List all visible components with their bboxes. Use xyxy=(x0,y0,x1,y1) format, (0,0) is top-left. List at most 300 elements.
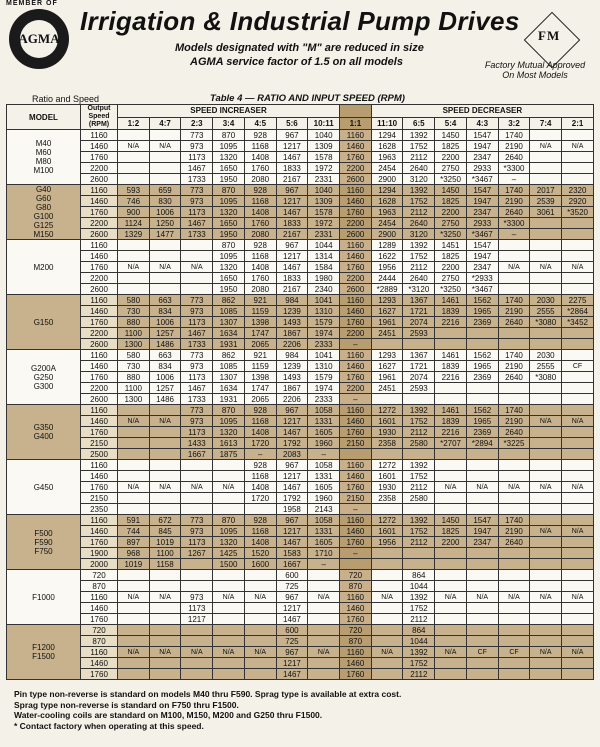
output-speed-cell: 2200 xyxy=(81,328,118,339)
input-speed-cell xyxy=(149,284,181,295)
input-speed-cell: 1320 xyxy=(213,537,245,548)
input-speed-cell: 2347 xyxy=(466,152,498,163)
input-speed-cell: 1044 xyxy=(403,636,435,647)
output-speed-cell: 1760 xyxy=(81,614,118,625)
input-speed-cell xyxy=(149,449,181,460)
input-speed-cell: 2454 xyxy=(371,163,403,174)
input-speed-cell xyxy=(118,614,150,625)
input-speed-cell: 830 xyxy=(149,196,181,207)
input-speed-cell: 1159 xyxy=(244,361,276,372)
input-speed-cell: CF xyxy=(466,647,498,658)
input-speed-cell: 880 xyxy=(118,317,150,328)
input-speed-cell: 1562 xyxy=(466,295,498,306)
table-row xyxy=(7,471,594,482)
input-speed-cell: 900 xyxy=(118,207,150,218)
input-speed-cell xyxy=(435,658,467,669)
input-speed-cell: 2112 xyxy=(403,427,435,438)
model-name: G80 xyxy=(35,203,52,212)
input-speed-cell xyxy=(118,460,150,471)
output-speed-cell: 2200 xyxy=(81,163,118,174)
input-speed-cell: 2074 xyxy=(403,372,435,383)
input-speed-cell xyxy=(562,515,594,526)
model-name: M200 xyxy=(33,262,54,272)
table-row xyxy=(7,383,594,394)
input-speed-cell: 1392 xyxy=(403,460,435,471)
input-speed-cell: 1433 xyxy=(181,438,213,449)
input-speed-cell: 2167 xyxy=(276,284,308,295)
input-speed-cell: 2065 xyxy=(244,394,276,405)
output-speed-cell: 1760 xyxy=(81,372,118,383)
input-speed-cell xyxy=(562,537,594,548)
input-speed-cell: 921 xyxy=(244,350,276,361)
table-row xyxy=(7,647,594,658)
input-speed-cell: 1006 xyxy=(149,372,181,383)
input-speed-cell: 1173 xyxy=(181,207,213,218)
input-speed-cell xyxy=(466,559,498,570)
table-row xyxy=(7,669,594,680)
input-speed-cell: 1547 xyxy=(466,185,498,196)
note-2: Sprag type non-reverse is standard on F750 thru F1500. xyxy=(14,699,239,710)
input-speed-cell xyxy=(340,559,372,570)
input-speed-cell: 1293 xyxy=(371,350,403,361)
input-speed-cell: 1461 xyxy=(435,295,467,306)
agma-mark: AGMA xyxy=(20,20,58,58)
input-speed-cell: 2331 xyxy=(308,229,340,240)
input-speed-cell xyxy=(244,504,276,515)
input-speed-cell: 1605 xyxy=(308,537,340,548)
input-speed-cell: *2894 xyxy=(466,438,498,449)
table-row xyxy=(7,306,594,317)
input-speed-cell: 1392 xyxy=(403,240,435,251)
output-speed-cell: 1160 xyxy=(81,130,118,141)
input-speed-cell: 1450 xyxy=(435,515,467,526)
input-speed-cell: 1450 xyxy=(435,185,467,196)
input-speed-cell: 1486 xyxy=(149,394,181,405)
input-speed-cell xyxy=(530,284,562,295)
input-speed-cell xyxy=(244,669,276,680)
input-speed-cell: 1217 xyxy=(276,251,308,262)
input-speed-cell: 1825 xyxy=(435,196,467,207)
input-speed-cell xyxy=(530,163,562,174)
input-speed-cell: *3467 xyxy=(466,229,498,240)
input-speed-cell: CF xyxy=(498,647,530,658)
input-speed-cell xyxy=(498,284,530,295)
input-speed-cell: 1627 xyxy=(371,306,403,317)
table-row xyxy=(7,163,594,174)
input-speed-cell xyxy=(149,251,181,262)
input-speed-cell: 1733 xyxy=(181,229,213,240)
input-speed-cell xyxy=(149,471,181,482)
input-speed-cell xyxy=(466,394,498,405)
table-row xyxy=(7,229,594,240)
input-speed-cell: 1477 xyxy=(149,229,181,240)
model-cell xyxy=(7,295,81,350)
input-speed-cell: 870 xyxy=(213,185,245,196)
input-speed-cell xyxy=(149,460,181,471)
input-speed-cell: 1974 xyxy=(308,328,340,339)
ratio-speed-table xyxy=(6,104,594,680)
input-speed-cell xyxy=(562,559,594,570)
input-speed-cell: 1467 xyxy=(181,163,213,174)
input-speed-cell: 663 xyxy=(149,350,181,361)
input-speed-cell xyxy=(530,229,562,240)
input-speed-cell: 1019 xyxy=(118,559,150,570)
model-name: F750 xyxy=(34,546,53,556)
input-speed-cell: 1085 xyxy=(213,361,245,372)
input-speed-cell: 864 xyxy=(403,625,435,636)
table-row xyxy=(7,658,594,669)
input-speed-cell: 967 xyxy=(276,240,308,251)
input-speed-cell: 1217 xyxy=(276,526,308,537)
input-speed-cell: 2750 xyxy=(435,218,467,229)
input-speed-cell: 1950 xyxy=(213,229,245,240)
input-speed-cell xyxy=(562,548,594,559)
input-speed-cell: 2074 xyxy=(403,317,435,328)
input-speed-cell: 2331 xyxy=(308,174,340,185)
input-speed-cell: 2640 xyxy=(403,163,435,174)
table-row xyxy=(7,218,594,229)
input-speed-cell xyxy=(530,240,562,251)
input-speed-cell: N/A xyxy=(466,592,498,603)
input-speed-cell: 1958 xyxy=(276,504,308,515)
input-speed-cell: 591 xyxy=(118,515,150,526)
input-speed-cell: 2600 xyxy=(340,174,372,185)
input-speed-cell: N/A xyxy=(498,482,530,493)
input-speed-cell xyxy=(498,581,530,592)
input-speed-cell: 1547 xyxy=(466,515,498,526)
input-speed-cell: N/A xyxy=(181,262,213,273)
input-speed-cell: 773 xyxy=(181,130,213,141)
input-speed-cell: 2112 xyxy=(403,262,435,273)
table-row xyxy=(7,372,594,383)
input-speed-cell: 2150 xyxy=(340,493,372,504)
input-speed-cell: 1168 xyxy=(244,141,276,152)
input-speed-cell: 1160 xyxy=(340,240,372,251)
input-speed-cell xyxy=(435,548,467,559)
input-speed-cell: 672 xyxy=(149,515,181,526)
input-speed-cell xyxy=(244,581,276,592)
input-speed-cell: N/A xyxy=(244,647,276,658)
input-speed-cell: 2640 xyxy=(498,152,530,163)
input-speed-cell xyxy=(149,163,181,174)
input-speed-cell: 928 xyxy=(244,515,276,526)
table-row xyxy=(7,438,594,449)
input-speed-cell: 1300 xyxy=(118,394,150,405)
input-speed-cell: 1267 xyxy=(181,548,213,559)
input-speed-cell xyxy=(530,251,562,262)
input-speed-cell: 973 xyxy=(181,141,213,152)
input-speed-cell: 973 xyxy=(181,306,213,317)
input-speed-cell: 2444 xyxy=(371,273,403,284)
output-speed-cell: 2000 xyxy=(81,559,118,570)
input-speed-cell: 1760 xyxy=(340,152,372,163)
input-speed-cell: 1667 xyxy=(181,449,213,460)
input-speed-cell xyxy=(530,427,562,438)
note-3: Water-cooling coils are standard on M100, M150, M200 and G250 thru F1500. xyxy=(14,710,323,720)
table-row xyxy=(7,350,594,361)
input-speed-cell: 1257 xyxy=(149,383,181,394)
input-speed-cell: 2275 xyxy=(562,295,594,306)
input-speed-cell xyxy=(118,174,150,185)
model-cell xyxy=(7,240,81,295)
input-speed-cell: 1272 xyxy=(371,460,403,471)
output-speed-cell: 1460 xyxy=(81,251,118,262)
input-speed-cell xyxy=(213,493,245,504)
output-speed-cell: 2150 xyxy=(81,438,118,449)
input-speed-cell: 880 xyxy=(118,372,150,383)
input-speed-cell xyxy=(530,383,562,394)
input-speed-cell: 1493 xyxy=(276,317,308,328)
input-speed-cell: 1931 xyxy=(213,394,245,405)
input-speed-cell: 1792 xyxy=(276,438,308,449)
input-speed-cell: 1825 xyxy=(435,251,467,262)
input-speed-cell: N/A xyxy=(118,647,150,658)
input-speed-cell: 1747 xyxy=(244,328,276,339)
input-speed-cell: 1752 xyxy=(403,141,435,152)
input-speed-cell: 1408 xyxy=(244,152,276,163)
input-speed-cell xyxy=(403,504,435,515)
input-speed-cell xyxy=(308,636,340,647)
input-speed-cell: 1833 xyxy=(276,273,308,284)
input-speed-cell xyxy=(118,581,150,592)
ratio-and-speed-label: Ratio and Speed xyxy=(32,94,100,104)
input-speed-cell: 973 xyxy=(181,361,213,372)
input-speed-cell xyxy=(562,394,594,405)
table-row xyxy=(7,504,594,515)
table-row xyxy=(7,207,594,218)
output-speed-cell: 2600 xyxy=(81,229,118,240)
input-speed-cell xyxy=(435,493,467,504)
input-speed-cell: 1168 xyxy=(244,526,276,537)
input-speed-cell: N/A xyxy=(466,482,498,493)
input-speed-cell: 967 xyxy=(276,405,308,416)
input-speed-cell xyxy=(530,515,562,526)
input-speed-cell: 720 xyxy=(340,570,372,581)
table-row xyxy=(7,317,594,328)
input-speed-cell: 1217 xyxy=(276,471,308,482)
output-speed-cell: 1460 xyxy=(81,471,118,482)
input-speed-cell: 1752 xyxy=(403,251,435,262)
input-speed-cell: 1947 xyxy=(466,141,498,152)
header-speed-decreaser: SPEED DECREASER xyxy=(371,105,593,118)
input-speed-cell: 1006 xyxy=(149,207,181,218)
input-speed-cell: 2112 xyxy=(403,207,435,218)
input-speed-cell xyxy=(530,438,562,449)
input-speed-cell xyxy=(118,130,150,141)
input-speed-cell xyxy=(149,273,181,284)
input-speed-cell: 2190 xyxy=(498,526,530,537)
input-speed-cell xyxy=(530,328,562,339)
input-speed-cell xyxy=(435,328,467,339)
output-speed-cell: 870 xyxy=(81,581,118,592)
input-speed-cell: 1839 xyxy=(435,306,467,317)
input-speed-cell: 1460 xyxy=(340,658,372,669)
input-speed-cell: 1460 xyxy=(340,196,372,207)
model-name: G450 xyxy=(33,482,54,492)
input-speed-cell: 744 xyxy=(118,526,150,537)
input-speed-cell xyxy=(466,625,498,636)
input-speed-cell xyxy=(371,603,403,614)
input-speed-cell: N/A xyxy=(149,647,181,658)
input-speed-cell xyxy=(466,603,498,614)
input-speed-cell: N/A xyxy=(562,592,594,603)
input-speed-cell: *3080 xyxy=(530,317,562,328)
input-speed-cell: 1760 xyxy=(340,614,372,625)
input-speed-cell: N/A xyxy=(371,647,403,658)
input-speed-cell: 1160 xyxy=(340,130,372,141)
input-speed-cell xyxy=(562,339,594,350)
input-speed-cell: N/A xyxy=(118,141,150,152)
input-speed-cell xyxy=(562,438,594,449)
input-speed-cell: 1733 xyxy=(181,174,213,185)
output-speed-cell: 2600 xyxy=(81,339,118,350)
input-speed-cell: 1041 xyxy=(308,295,340,306)
input-speed-cell: 1019 xyxy=(149,537,181,548)
input-speed-cell: 2200 xyxy=(340,163,372,174)
input-speed-cell xyxy=(118,570,150,581)
input-speed-cell: 1392 xyxy=(403,592,435,603)
input-speed-cell: 1628 xyxy=(371,196,403,207)
input-speed-cell: 1217 xyxy=(181,614,213,625)
input-speed-cell: N/A xyxy=(530,141,562,152)
fm-caption-line-1: Factory Mutual Approved xyxy=(484,60,586,70)
table-row xyxy=(7,185,594,196)
table-row xyxy=(7,174,594,185)
input-speed-cell xyxy=(149,438,181,449)
input-speed-cell: 1058 xyxy=(308,405,340,416)
input-speed-cell: 1760 xyxy=(340,482,372,493)
input-speed-cell xyxy=(118,449,150,460)
input-speed-cell: 2200 xyxy=(435,152,467,163)
input-speed-cell: 1721 xyxy=(403,306,435,317)
input-speed-cell xyxy=(213,581,245,592)
input-speed-cell: 870 xyxy=(213,130,245,141)
input-speed-cell: N/A xyxy=(371,592,403,603)
input-speed-cell: 2640 xyxy=(403,218,435,229)
model-name: G40 xyxy=(35,185,52,194)
model-cell xyxy=(7,515,81,570)
input-speed-cell: 1760 xyxy=(244,163,276,174)
input-speed-cell: 1839 xyxy=(435,361,467,372)
input-speed-cell xyxy=(498,383,530,394)
input-speed-cell: 2358 xyxy=(371,493,403,504)
input-speed-cell xyxy=(149,493,181,504)
input-speed-cell: 1173 xyxy=(181,427,213,438)
input-speed-cell: N/A xyxy=(530,647,562,658)
input-speed-cell xyxy=(244,603,276,614)
input-speed-cell: 1833 xyxy=(276,163,308,174)
input-speed-cell: 1408 xyxy=(244,537,276,548)
input-speed-cell xyxy=(498,460,530,471)
table-row xyxy=(7,603,594,614)
input-speed-cell: – xyxy=(340,394,372,405)
input-speed-cell: 2143 xyxy=(308,504,340,515)
model-name: M60 xyxy=(35,148,52,157)
input-speed-cell: 1217 xyxy=(276,141,308,152)
input-speed-cell: 2933 xyxy=(466,218,498,229)
input-speed-cell: 1467 xyxy=(276,152,308,163)
output-speed-cell: 1760 xyxy=(81,482,118,493)
input-speed-cell: 730 xyxy=(118,361,150,372)
input-speed-cell: 2190 xyxy=(498,306,530,317)
input-speed-cell: 2640 xyxy=(498,427,530,438)
input-speed-cell xyxy=(181,636,213,647)
input-speed-cell xyxy=(466,460,498,471)
input-speed-cell: 1331 xyxy=(308,416,340,427)
input-speed-cell: N/A xyxy=(530,262,562,273)
input-speed-cell: 1867 xyxy=(276,328,308,339)
input-speed-cell: N/A xyxy=(118,416,150,427)
input-speed-cell: 2369 xyxy=(466,372,498,383)
input-speed-cell xyxy=(562,658,594,669)
input-speed-cell xyxy=(181,251,213,262)
input-speed-cell xyxy=(181,581,213,592)
input-speed-cell: 2580 xyxy=(403,438,435,449)
input-speed-cell: 1740 xyxy=(498,185,530,196)
input-speed-cell: 600 xyxy=(276,625,308,636)
input-speed-cell xyxy=(149,625,181,636)
input-speed-cell: *3467 xyxy=(466,284,498,295)
model-name: G350 xyxy=(33,423,54,432)
input-speed-cell: – xyxy=(340,339,372,350)
ratio-header-cell: 10:11 xyxy=(308,117,340,130)
input-speed-cell: 1947 xyxy=(466,526,498,537)
input-speed-cell: 1740 xyxy=(498,350,530,361)
input-speed-cell: 973 xyxy=(181,416,213,427)
table-row xyxy=(7,548,594,559)
input-speed-cell: 1740 xyxy=(498,515,530,526)
input-speed-cell: 1825 xyxy=(435,141,467,152)
output-speed-cell: 870 xyxy=(81,636,118,647)
input-speed-cell xyxy=(118,251,150,262)
input-speed-cell: 1331 xyxy=(308,471,340,482)
input-speed-cell: 1460 xyxy=(340,603,372,614)
input-speed-cell: 1173 xyxy=(181,152,213,163)
input-speed-cell: 967 xyxy=(276,592,308,603)
input-speed-cell: 1867 xyxy=(276,383,308,394)
model-cell xyxy=(7,405,81,460)
input-speed-cell: 580 xyxy=(118,350,150,361)
input-speed-cell xyxy=(371,548,403,559)
input-speed-cell: 870 xyxy=(340,636,372,647)
input-speed-cell: 1392 xyxy=(403,647,435,658)
input-speed-cell xyxy=(213,614,245,625)
input-speed-cell: 1217 xyxy=(276,603,308,614)
input-speed-cell: 725 xyxy=(276,636,308,647)
input-speed-cell: 1331 xyxy=(308,526,340,537)
input-speed-cell: 1760 xyxy=(340,669,372,680)
input-speed-cell xyxy=(562,581,594,592)
input-speed-cell: 928 xyxy=(244,240,276,251)
input-speed-cell xyxy=(466,658,498,669)
input-speed-cell xyxy=(308,669,340,680)
input-speed-cell xyxy=(466,581,498,592)
input-speed-cell xyxy=(435,581,467,592)
input-speed-cell: 1398 xyxy=(244,317,276,328)
input-speed-cell xyxy=(562,493,594,504)
model-name: G100 xyxy=(33,212,54,221)
input-speed-cell: 928 xyxy=(244,185,276,196)
input-speed-cell: 1467 xyxy=(276,427,308,438)
input-speed-cell: 1579 xyxy=(308,372,340,383)
input-speed-cell: 1320 xyxy=(213,262,245,273)
input-speed-cell xyxy=(466,669,498,680)
ratio-header-cell: 5:6 xyxy=(276,117,308,130)
input-speed-cell xyxy=(562,174,594,185)
input-speed-cell: 973 xyxy=(181,196,213,207)
input-speed-cell xyxy=(530,449,562,460)
input-speed-cell: 773 xyxy=(181,350,213,361)
